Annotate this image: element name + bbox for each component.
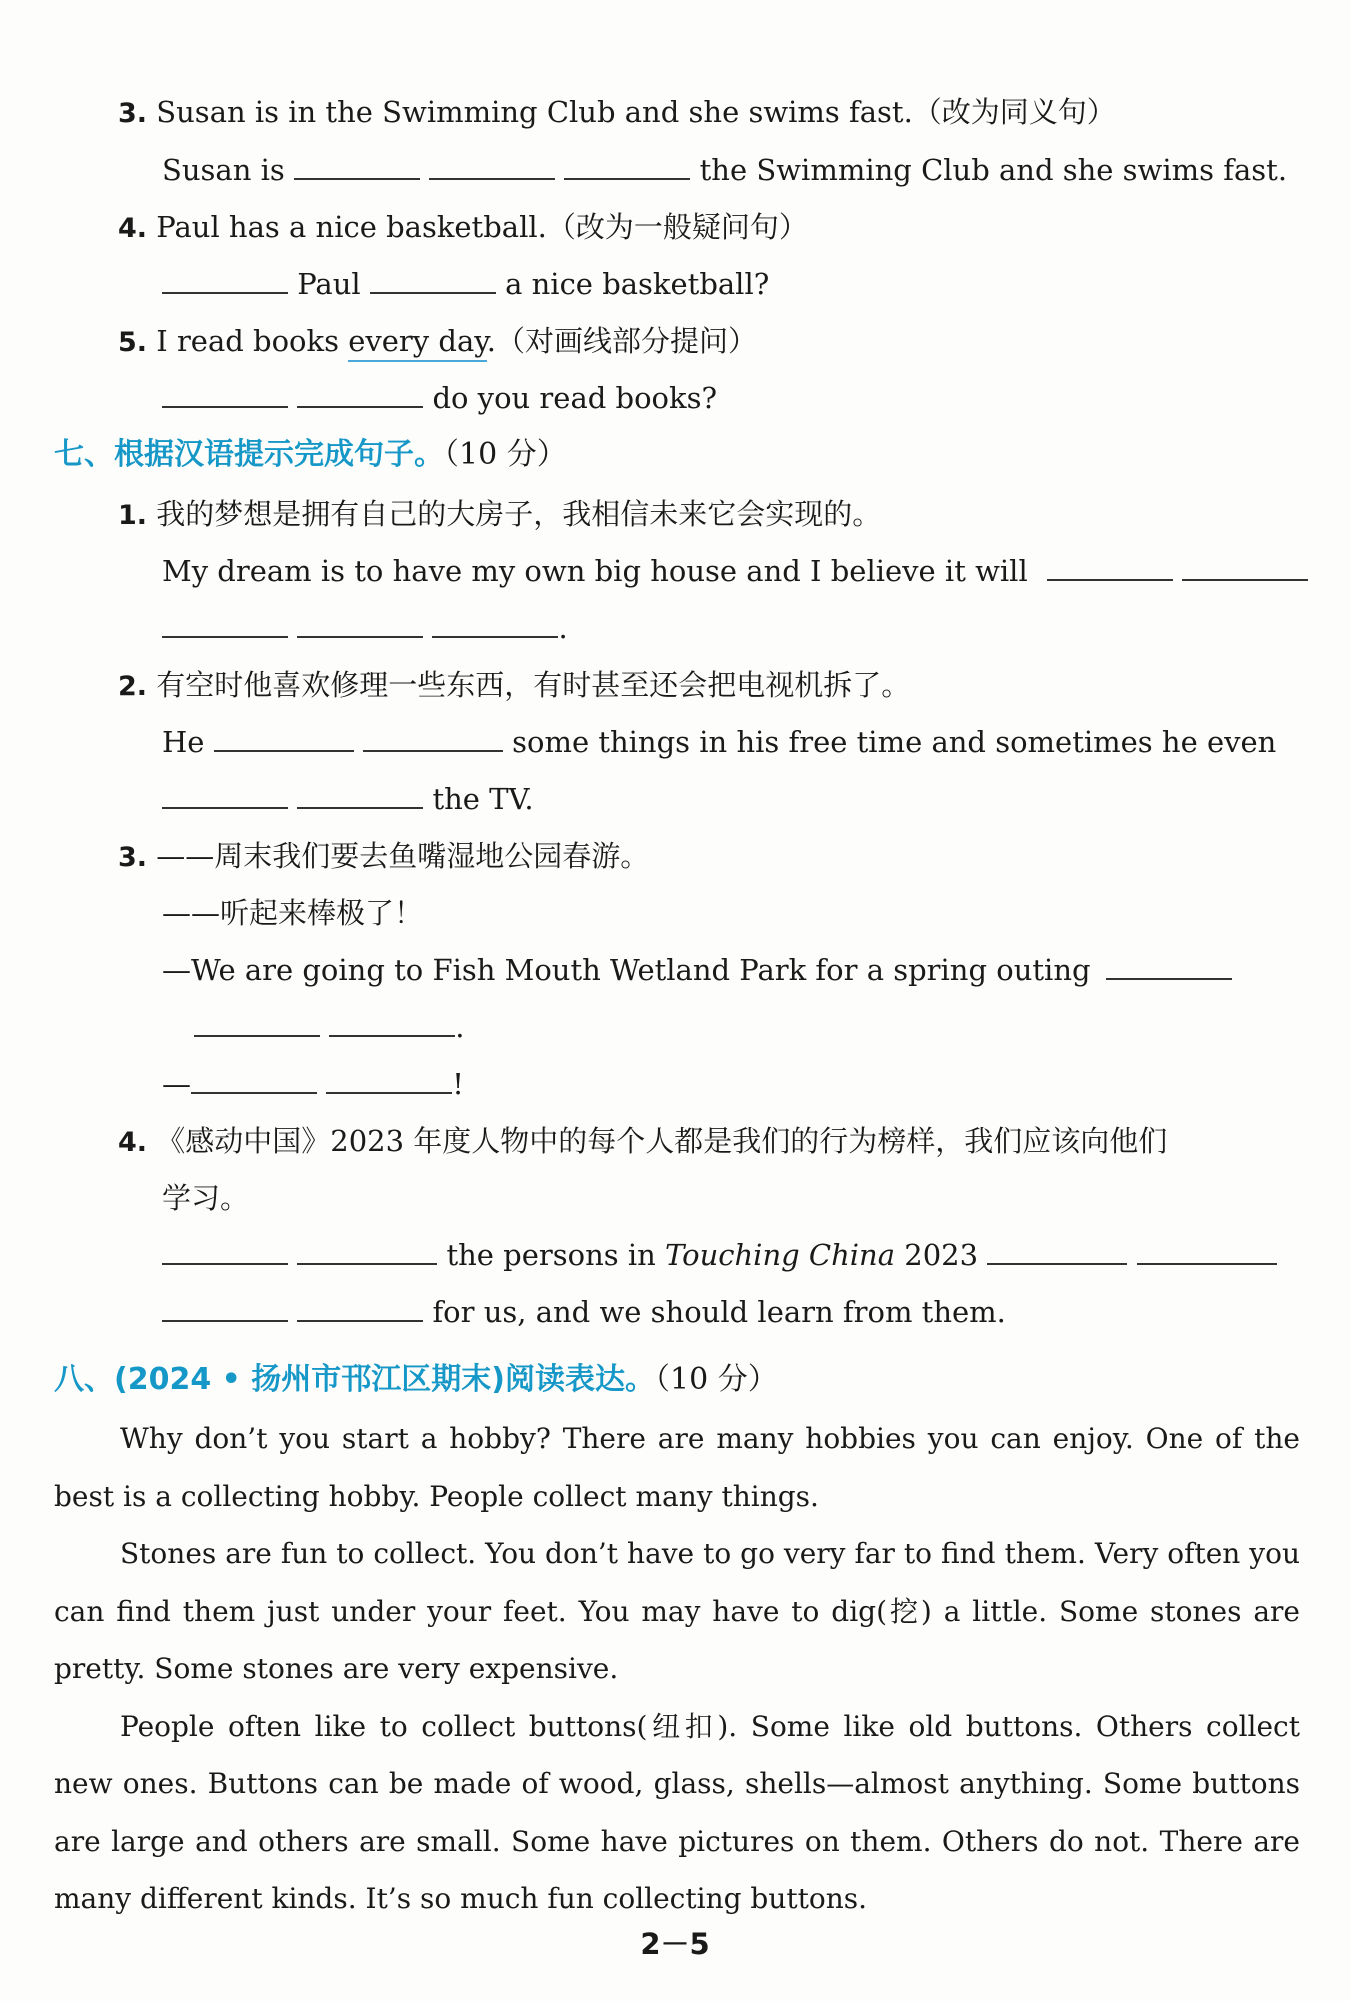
answer-blank[interactable]	[294, 150, 420, 180]
answer-blank[interactable]	[191, 1064, 317, 1094]
q7-4-en: the persons in Touching China 2023	[162, 1235, 1277, 1275]
answer-blank[interactable]	[1182, 551, 1308, 581]
answer-blank[interactable]	[194, 1007, 320, 1037]
q7-4-en-cont: for us, and we should learn from them.	[162, 1292, 1006, 1332]
q6-4-prompt: 4. Paul has a nice basketball.（改为一般疑问句）	[118, 210, 808, 244]
book-title: Touching China	[665, 1238, 896, 1272]
q7-2-en-cont: the TV.	[162, 779, 534, 819]
answer-blank[interactable]	[297, 779, 423, 809]
q6-3-answer: Susan is the Swimming Club and she swims fast.	[162, 150, 1287, 190]
answer-blank[interactable]	[162, 779, 288, 809]
answer-blank[interactable]	[162, 378, 288, 408]
q6-3-prompt: 3. Susan is in the Swimming Club and she swims fast.（改为同义句）	[118, 95, 1116, 129]
passage-paragraph: Stones are fun to collect. You don’t have to go very far to find them. Very often you can find them just under your feet. You may have to dig(挖) a little. Some stones are pretty. Some stones are very expensive.	[54, 1537, 1300, 1685]
answer-blank[interactable]	[162, 264, 288, 294]
answer-blank[interactable]	[432, 608, 558, 638]
q7-3-reply: — !	[162, 1064, 464, 1104]
page-number: 2－5	[640, 1927, 710, 1961]
answer-blank[interactable]	[1137, 1235, 1277, 1265]
q6-5-answer: do you read books?	[162, 378, 717, 418]
answer-blank[interactable]	[326, 1064, 452, 1094]
q7-1-cn: 1. 我的梦想是拥有自己的大房子，我相信未来它会实现的。	[118, 497, 882, 531]
q7-1-en: My dream is to have my own big house and I believe it will	[162, 551, 1300, 591]
reading-passage	[54, 1410, 1300, 1928]
answer-blank[interactable]	[162, 1292, 288, 1322]
q6-5-prompt: 5. I read books every day.（对画线部分提问）	[118, 321, 757, 363]
answer-blank[interactable]	[564, 150, 690, 180]
q7-3-en-cont: .	[194, 1007, 464, 1047]
q7-4-cn2: 学习。	[162, 1181, 250, 1215]
answer-blank[interactable]	[297, 608, 423, 638]
answer-blank[interactable]	[1047, 551, 1173, 581]
answer-blank[interactable]	[1106, 950, 1232, 980]
answer-blank[interactable]	[370, 264, 496, 294]
section8-title: 八、(2024 • 扬州市邗江区期末)阅读表达。（10 分）	[54, 1362, 778, 1397]
answer-blank[interactable]	[297, 378, 423, 408]
answer-blank[interactable]	[162, 1235, 288, 1265]
answer-blank[interactable]	[297, 1235, 437, 1265]
answer-blank[interactable]	[162, 608, 288, 638]
answer-blank[interactable]	[987, 1235, 1127, 1265]
passage-paragraph: People often like to collect buttons(纽扣). Some like old buttons. Others collect new ones. Buttons can be made of wood, glass, shells—almost anything. Some buttons are large and others are small. Some have pictures on them. Others do not. There are many different kinds. It’s so much fun collecting buttons.	[54, 1709, 1300, 1915]
section7-title: 七、根据汉语提示完成句子。（10 分）	[54, 437, 567, 472]
answer-blank[interactable]	[363, 722, 503, 752]
answer-blank[interactable]	[297, 1292, 423, 1322]
q7-3-cn2: ——听起来棒极了！	[162, 896, 424, 930]
q7-1-en-cont: .	[162, 608, 568, 648]
q6-4-answer: Paul a nice basketball?	[162, 264, 769, 304]
q7-3-en: —We are going to Fish Mouth Wetland Park for a spring outing	[162, 950, 1232, 990]
q7-3-cn1: 3. ——周末我们要去鱼嘴湿地公园春游。	[118, 839, 650, 873]
passage-paragraph: Why don’t you start a hobby? There are many hobbies you can enjoy. One of the best is a collecting hobby. People collect many things.	[54, 1422, 1300, 1513]
answer-blank[interactable]	[214, 722, 354, 752]
q7-4-cn1: 4. 《感动中国》2023 年度人物中的每个人都是我们的行为榜样，我们应该向他们	[118, 1124, 1168, 1158]
answer-blank[interactable]	[329, 1007, 455, 1037]
q7-2-cn: 2. 有空时他喜欢修理一些东西，有时甚至还会把电视机拆了。	[118, 668, 911, 702]
answer-blank[interactable]	[429, 150, 555, 180]
q7-2-en: He some things in his free time and sometimes he even	[162, 722, 1276, 762]
